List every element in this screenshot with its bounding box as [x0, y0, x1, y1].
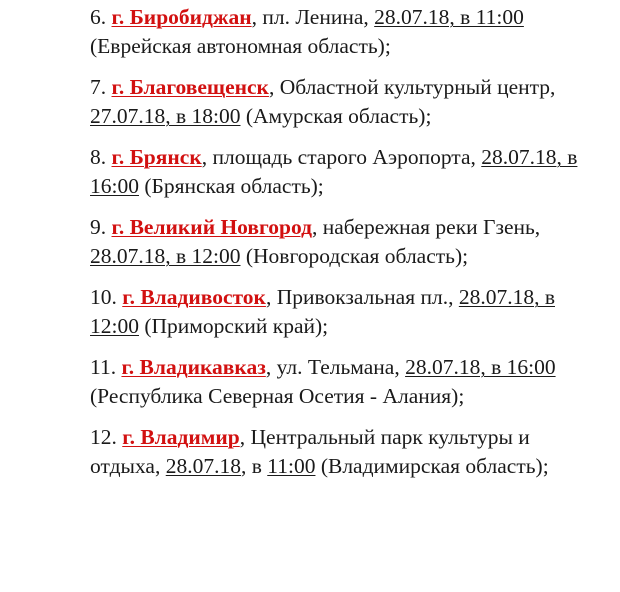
region-text: (Амурская область); — [240, 104, 432, 128]
city-link[interactable]: г. Благовещенск — [111, 75, 269, 99]
region-text: (Брянская область); — [138, 174, 324, 198]
list-item — [90, 3, 600, 61]
event-datetime: 28.07.18, в 12:00 — [90, 244, 241, 268]
venue-text: , ул. Тельмана, — [265, 355, 406, 379]
venue-text: , площадь старого Аэропорта, — [201, 145, 482, 169]
item-number: 9. — [90, 215, 107, 239]
event-datetime: 27.07.18, в 18:00 — [90, 104, 241, 128]
city-link[interactable]: г. Владикавказ — [121, 355, 266, 379]
event-datetime: 28.07.18, в 11:00 — [374, 5, 524, 29]
list-item — [90, 73, 600, 131]
venue-text: , Центральный парк культуры и отдыха, — [90, 425, 530, 478]
list-item — [90, 283, 600, 341]
city-link[interactable]: г. Биробиджан — [111, 5, 252, 29]
venue-text: , Областной культурный центр, — [268, 75, 556, 99]
event-time: 11:00 — [267, 454, 316, 478]
city-link[interactable]: г. Великий Новгород — [111, 215, 312, 239]
item-number: 6. — [90, 5, 107, 29]
event-list — [90, 0, 600, 493]
region-text: (Новгородская область); — [240, 244, 469, 268]
item-number: 7. — [90, 75, 107, 99]
region-text: (Еврейская автономная область); — [90, 34, 391, 58]
city-link[interactable]: г. Владивосток — [122, 285, 266, 309]
region-text: (Приморский край); — [138, 314, 329, 338]
event-datetime: 28.07.18, в 12:00 — [90, 285, 555, 338]
item-number: 12. — [90, 425, 117, 449]
list-item — [90, 143, 600, 201]
city-link[interactable]: г. Брянск — [111, 145, 202, 169]
event-datetime: 28.07.18, в 16:00 — [405, 355, 556, 379]
item-number: 11. — [90, 355, 117, 379]
region-text: (Республика Северная Осетия - Алания); — [90, 384, 465, 408]
venue-text: , пл. Ленина, — [251, 5, 375, 29]
venue-text: , Привокзальная пл., — [265, 285, 459, 309]
region-text: (Владимирская область); — [315, 454, 549, 478]
event-date: 28.07.18 — [165, 454, 241, 478]
time-connector: , в — [240, 454, 268, 478]
list-item — [90, 423, 600, 481]
item-number: 10. — [90, 285, 117, 309]
event-datetime: 28.07.18, в 16:00 — [90, 145, 578, 198]
city-link[interactable]: г. Владимир — [122, 425, 240, 449]
list-item — [90, 213, 600, 271]
list-item — [90, 353, 600, 411]
item-number: 8. — [90, 145, 107, 169]
venue-text: , набережная реки Гзень, — [311, 215, 541, 239]
